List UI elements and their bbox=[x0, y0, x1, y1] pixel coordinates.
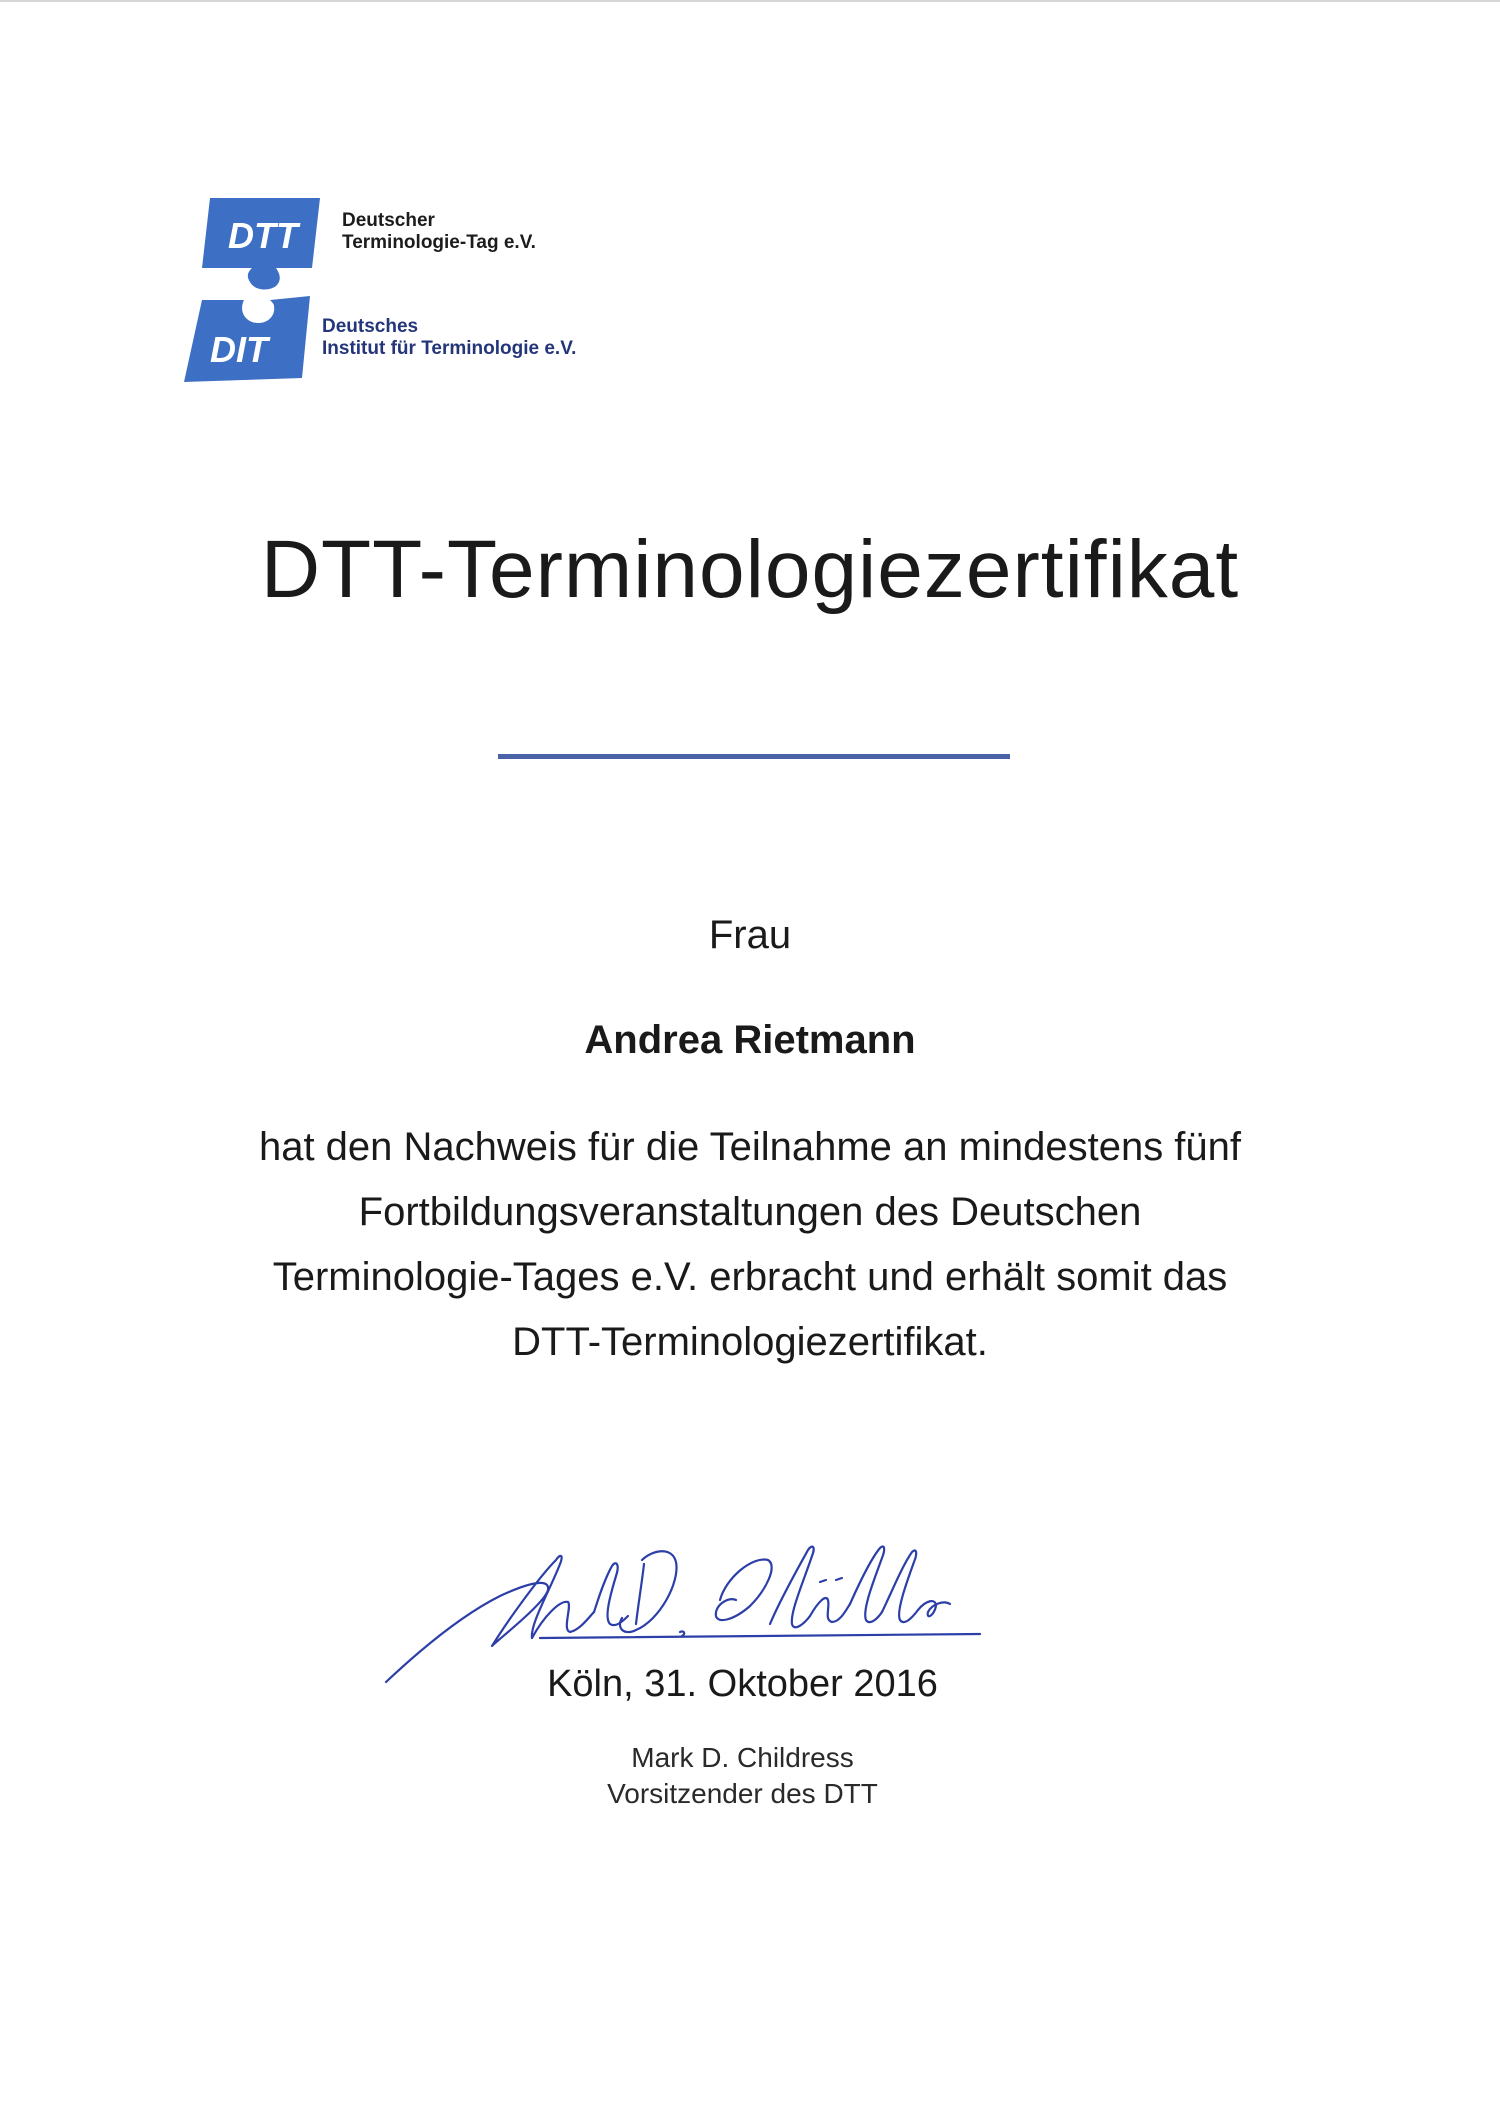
body-line: hat den Nachweis für die Teilnahme an mindestens fünf bbox=[258, 1125, 1242, 1169]
scan-edge bbox=[0, 0, 1500, 2]
dit-name-line2: Institut für Terminologie e.V. bbox=[322, 338, 577, 359]
dit-name-line1: Deutsches bbox=[322, 316, 419, 337]
dit-mark: DIT bbox=[210, 329, 268, 370]
body-line: Terminologie-Tages e.V. erbracht und erhält somit das bbox=[272, 1255, 1228, 1299]
dit-name bbox=[322, 316, 576, 360]
dtt-name-line1: Deutscher bbox=[342, 210, 435, 231]
title-divider bbox=[498, 754, 1010, 759]
signer-role: Vorsitzender des DTT bbox=[607, 1778, 878, 1809]
dtt-name-line2: Terminologie-Tag e.V. bbox=[342, 232, 536, 253]
puzzle-logo-icon bbox=[180, 190, 350, 390]
signer-block bbox=[0, 1740, 1485, 1812]
dtt-name bbox=[342, 210, 536, 254]
signer-name: Mark D. Childress bbox=[631, 1742, 854, 1773]
dtt-mark: DTT bbox=[228, 215, 298, 256]
dtt-dit-logo bbox=[180, 190, 620, 390]
body-line: DTT-Terminologiezertifikat. bbox=[512, 1320, 988, 1364]
recipient-name: Andrea Rietmann bbox=[584, 1018, 916, 1062]
certificate-title: DTT-Terminologiezertifikat bbox=[260, 524, 1240, 615]
salutation: Frau bbox=[708, 913, 792, 957]
certificate-body bbox=[150, 1115, 1350, 1375]
body-line: Fortbildungsveranstaltungen des Deutschen bbox=[358, 1190, 1142, 1234]
place-date: Köln, 31. Oktober 2016 bbox=[547, 1663, 938, 1705]
